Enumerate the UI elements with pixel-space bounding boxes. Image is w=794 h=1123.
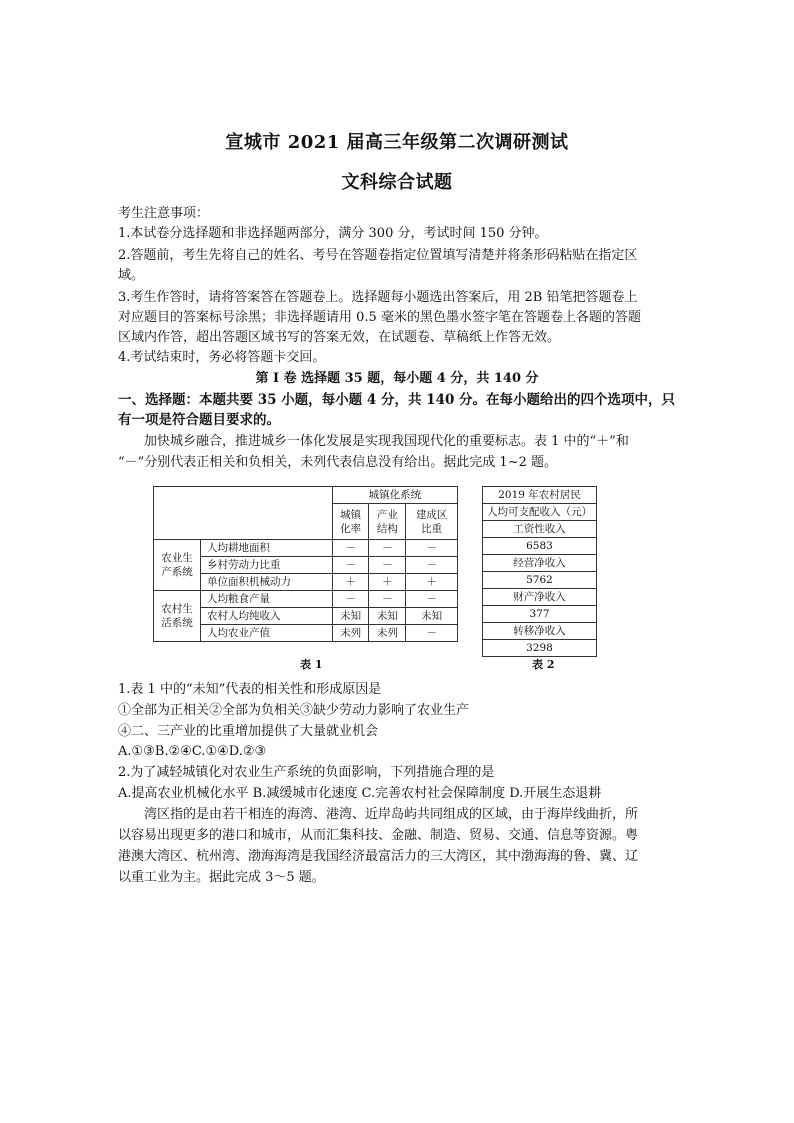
- exam-title: 宣城市 2021 届高三年级第二次调研测试: [225, 132, 569, 153]
- bay-paragraph: 以容易出现更多的港口和城市，从而汇集科技、金融、制造、贸易、交通、信息等资源。粤: [118, 828, 639, 843]
- notice-line: 3.考生作答时，请将答案答在答题卷上。选择题每小题选出答案后，用 2B 铅笔把答题卷上: [118, 290, 638, 305]
- table-cell: ＋: [406, 574, 458, 591]
- table-cell: 未知: [332, 608, 369, 625]
- income-label: 财产净收入: [483, 589, 597, 606]
- notice-line: 2.答题前，考生先将自己的姓名、考号在答题卷指定位置填写清楚并将条形码粘贴在指定区: [118, 248, 638, 263]
- table-cell: －: [369, 591, 406, 608]
- row-group-label: 农村生 活系统: [154, 591, 201, 642]
- income-label: 转移净收入: [483, 623, 597, 640]
- table-2-caption: 表 2: [532, 658, 555, 671]
- question-1-options: ④二、三产业的比重增加提供了大量就业机会: [118, 724, 379, 739]
- table-corner: [154, 487, 333, 540]
- table-cell: ＋: [332, 574, 369, 591]
- question-2: 2.为了减轻城镇化对农业生产系统的负面影响，下列措施合理的是: [118, 765, 495, 780]
- exam-subtitle: 文科综合试题: [341, 172, 453, 193]
- table-cell: 未列: [332, 625, 369, 642]
- row-label: 乡村劳动力比重: [201, 557, 333, 574]
- table-cell: －: [332, 591, 369, 608]
- income-value: 6583: [483, 538, 597, 555]
- question-1-choices: A.①③B.②④C.①④D.②③: [118, 744, 267, 759]
- table-cell: 未知: [369, 608, 406, 625]
- table-cell: －: [369, 540, 406, 557]
- table-cell: －: [332, 540, 369, 557]
- notice-line: 域。: [118, 268, 145, 283]
- group-header: 城镇化系统: [332, 487, 457, 504]
- question-1-options: ①全部为正相关②全部为负相关③缺少劳动力影响了农业生产: [118, 703, 470, 718]
- notice-line: 对应题目的答案标号涂黑；非选择题请用 0.5 毫米的黑色墨水签字笔在答题卷上各题的答题: [118, 310, 641, 325]
- part-title: 第 I 卷 选择题 35 题，每小题 4 分，共 140 分: [255, 371, 539, 386]
- notice-line: 区域内作答，超出答题区域书写的答案无效，在试题卷、草稿纸上作答无效。: [118, 330, 561, 345]
- bay-paragraph: 港澳大湾区、杭州湾、渤海海湾是我国经济最富活力的三大湾区，其中渤海海的鲁、冀、辽: [118, 849, 639, 864]
- row-label: 农村人均纯收入: [201, 608, 333, 625]
- table-cell: －: [332, 557, 369, 574]
- income-value: 3298: [483, 640, 597, 657]
- income-value: 377: [483, 606, 597, 623]
- table-2: [482, 486, 597, 657]
- bay-paragraph: 湾区指的是由若干相连的海湾、港湾、近岸岛屿共同组成的区域，由于海岸线曲折，所: [144, 807, 639, 822]
- income-value: 5762: [483, 572, 597, 589]
- income-label: 经营净收入: [483, 555, 597, 572]
- col-header: 城镇 化率: [332, 504, 369, 540]
- row-label: 人均耕地面积: [201, 540, 333, 557]
- table-cell: －: [369, 557, 406, 574]
- question-1: 1.表 1 中的“未知”代表的相关性和形成原因是: [118, 682, 382, 697]
- table-2-header: 人均可支配收入（元）: [483, 504, 597, 521]
- bay-paragraph: 以重工业为主。据此完成 3～5 题。: [118, 870, 325, 885]
- row-group-label: 农业生 产系统: [154, 540, 201, 591]
- table-cell: －: [406, 591, 458, 608]
- table-cell: ＋: [369, 574, 406, 591]
- table-cell: －: [406, 557, 458, 574]
- table-cell: 未列: [369, 625, 406, 642]
- notice-heading: 考生注意事项：: [118, 206, 210, 221]
- table-cell: －: [406, 625, 458, 642]
- question-section-heading: 一、选择题：本题共要 35 小题，每小题 4 分，共 140 分。在每小题给出的四个选项中，只: [118, 392, 676, 408]
- table-1: [153, 486, 458, 642]
- intro-paragraph: “－”分别代表正相关和负相关，未列代表信息没有给出。据此完成 1~2 题。: [118, 455, 557, 470]
- row-label: 人均农业产值: [201, 625, 333, 642]
- income-label: 工资性收入: [483, 521, 597, 538]
- table-cell: －: [406, 540, 458, 557]
- table-row: [154, 591, 458, 608]
- question-2-choices: A.提高农业机械化水平 B.减缓城市化速度 C.完善农村社会保障制度 D.开展生态退耕: [118, 786, 602, 801]
- table-1-caption: 表 1: [300, 658, 323, 671]
- col-header: 产业 结构: [369, 504, 406, 540]
- col-header: 建成区 比重: [406, 504, 458, 540]
- table-2-header: 2019 年农村居民: [483, 487, 597, 504]
- question-section-heading: 有一项是符合题目要求的。: [118, 412, 280, 428]
- row-label: 人均粮食产量: [201, 591, 333, 608]
- table-cell: 未知: [406, 608, 458, 625]
- notice-line: 1.本试卷分选择题和非选择题两部分，满分 300 分，考试时间 150 分钟。: [118, 226, 548, 241]
- notice-line: 4.考试结束时，务必将答题卡交回。: [118, 350, 326, 365]
- row-label: 单位面积机械动力: [201, 574, 333, 591]
- table-row: [154, 540, 458, 557]
- intro-paragraph: 加快城乡融合，推进城乡一体化发展是实现我国现代化的重要标志。表 1 中的“＋”和: [144, 434, 629, 449]
